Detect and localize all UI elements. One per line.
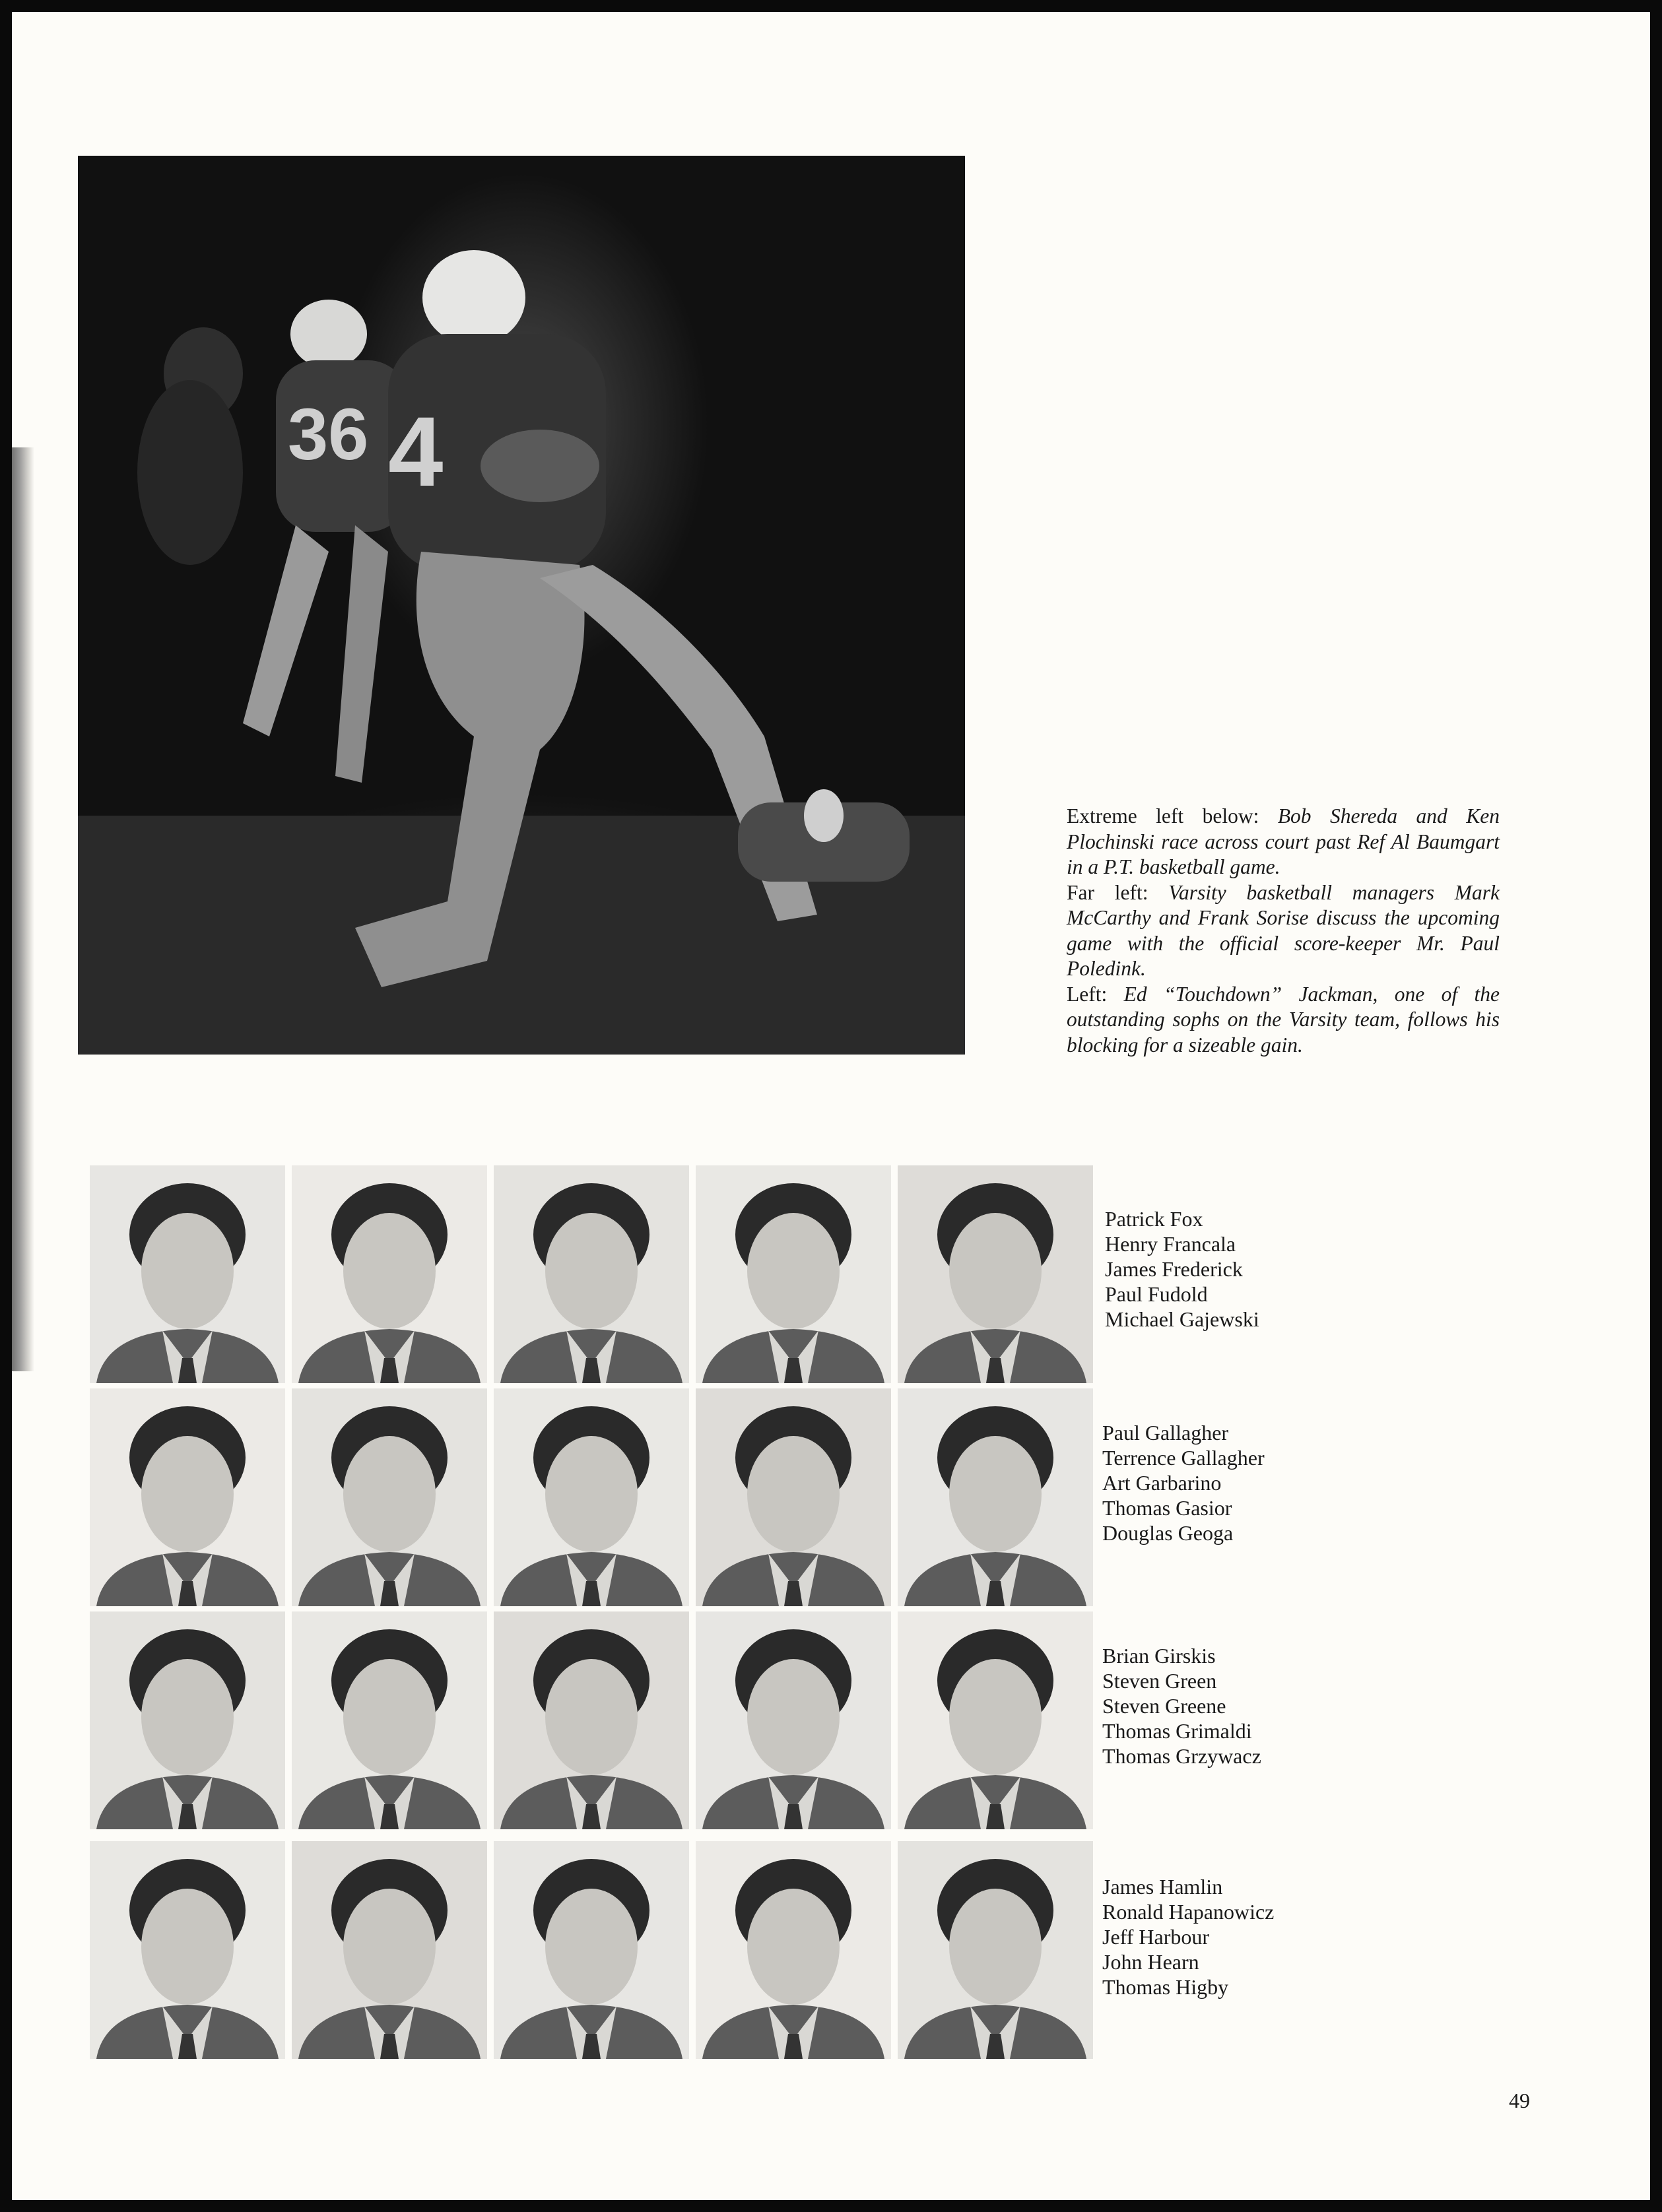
portrait-silhouette: [90, 1841, 285, 2059]
face: [545, 1889, 638, 2005]
portrait-silhouette: [90, 1388, 285, 1606]
student-name: John Hearn: [1102, 1950, 1199, 1974]
student-name: Paul Fudold: [1105, 1282, 1208, 1306]
student-name: James Hamlin: [1102, 1875, 1223, 1899]
helmet-ball-carrier: [422, 250, 525, 345]
student-name: Michael Gajewski: [1105, 1307, 1259, 1331]
portrait-silhouette: [494, 1388, 689, 1606]
face: [545, 1436, 638, 1552]
face: [747, 1213, 840, 1329]
face: [545, 1213, 638, 1329]
student-name: Paul Gallagher: [1102, 1421, 1229, 1445]
student-name: Thomas Gasior: [1102, 1496, 1232, 1520]
portrait-row: [90, 1841, 1098, 2059]
football: [481, 430, 599, 502]
caption-line-3: Left: Ed “Touchdown” Jackman, one of the outstanding sophs on the Varsity team, follows his blocking for a sizeable gain.: [1067, 982, 1500, 1057]
portrait-silhouette: [494, 1611, 689, 1829]
student-portrait: [898, 1841, 1093, 2059]
student-portrait: [696, 1165, 891, 1383]
face: [343, 1213, 436, 1329]
portrait-row: [90, 1165, 1098, 1383]
student-portrait: [292, 1388, 487, 1606]
student-name: Steven Greene: [1102, 1694, 1226, 1718]
student-name: Patrick Fox: [1105, 1207, 1203, 1231]
helmet-36: [290, 300, 367, 368]
face: [747, 1889, 840, 2005]
portrait-grid: [90, 1165, 1098, 2063]
student-portrait: [696, 1841, 891, 2059]
yearbook-page: [12, 12, 1650, 2200]
name-list-row-4: [1102, 1874, 1340, 2000]
student-portrait: [494, 1841, 689, 2059]
student-name: Douglas Geoga: [1102, 1521, 1234, 1545]
student-portrait: [292, 1611, 487, 1829]
student-name: Thomas Higby: [1102, 1975, 1229, 1999]
student-name: Henry Francala: [1105, 1232, 1236, 1256]
portrait-silhouette: [898, 1611, 1093, 1829]
student-portrait: [90, 1611, 285, 1829]
student-name: Brian Girskis: [1102, 1644, 1216, 1668]
student-portrait: [494, 1165, 689, 1383]
portrait-silhouette: [494, 1165, 689, 1383]
student-portrait: [90, 1165, 285, 1383]
student-portrait: [898, 1388, 1093, 1606]
caption-line-1: Extreme left below: Bob Shereda and Ken Plochinski race across court past Ref Al Baumgart in a P.T. basketball game.: [1067, 804, 1500, 878]
student-portrait: [696, 1388, 891, 1606]
student-portrait: [898, 1611, 1093, 1829]
face: [949, 1436, 1042, 1552]
torn-edge: [12, 447, 34, 1371]
face: [141, 1659, 234, 1775]
portrait-silhouette: [90, 1611, 285, 1829]
page-number: 49: [1509, 2089, 1530, 2112]
face: [343, 1659, 436, 1775]
portrait-silhouette: [898, 1841, 1093, 2059]
student-name: Steven Green: [1102, 1669, 1217, 1693]
student-portrait: [696, 1611, 891, 1829]
photo-caption: [1067, 804, 1500, 1058]
jersey-number-36: 36: [288, 394, 369, 475]
portrait-silhouette: [292, 1841, 487, 2059]
student-portrait: [90, 1841, 285, 2059]
face: [545, 1659, 638, 1775]
name-list-row-2: [1102, 1420, 1340, 1545]
portrait-silhouette: [292, 1165, 487, 1383]
student-name: Art Garbarino: [1102, 1471, 1222, 1495]
portrait-row: [90, 1611, 1098, 1829]
student-portrait: [494, 1388, 689, 1606]
football-players-illustration: [78, 156, 965, 1055]
student-name: Ronald Hapanowicz: [1102, 1900, 1275, 1924]
student-name: Thomas Grzywacz: [1102, 1744, 1261, 1768]
portrait-silhouette: [696, 1841, 891, 2059]
portrait-silhouette: [696, 1165, 891, 1383]
portrait-silhouette: [292, 1388, 487, 1606]
football-action-photo: [78, 156, 965, 1055]
student-portrait: [898, 1165, 1093, 1383]
caption-line-2: Far left: Varsity basketball managers Mark McCarthy and Frank Sorise discuss the upcoming game with the official score-keeper Mr. Paul Poledink.: [1067, 880, 1500, 980]
student-name: James Frederick: [1105, 1257, 1243, 1281]
jersey-number-4: 4: [388, 396, 444, 507]
face: [343, 1436, 436, 1552]
name-list-row-3: [1102, 1643, 1340, 1769]
portrait-row: [90, 1388, 1098, 1606]
student-name: Jeff Harbour: [1102, 1925, 1210, 1949]
portrait-silhouette: [90, 1165, 285, 1383]
portrait-silhouette: [494, 1841, 689, 2059]
face: [141, 1213, 234, 1329]
face: [949, 1213, 1042, 1329]
face: [343, 1889, 436, 2005]
face: [747, 1659, 840, 1775]
portrait-silhouette: [696, 1611, 891, 1829]
student-name: Terrence Gallagher: [1102, 1446, 1265, 1470]
face: [747, 1436, 840, 1552]
name-list-row-1: [1105, 1206, 1343, 1332]
student-portrait: [90, 1388, 285, 1606]
face: [141, 1436, 234, 1552]
student-portrait: [292, 1841, 487, 2059]
portrait-silhouette: [898, 1165, 1093, 1383]
student-portrait: [292, 1165, 487, 1383]
portrait-silhouette: [898, 1388, 1093, 1606]
face: [949, 1889, 1042, 2005]
student-name: Thomas Grimaldi: [1102, 1719, 1252, 1743]
portrait-silhouette: [696, 1388, 891, 1606]
face: [141, 1889, 234, 2005]
portrait-silhouette: [292, 1611, 487, 1829]
face: [949, 1659, 1042, 1775]
student-portrait: [494, 1611, 689, 1829]
